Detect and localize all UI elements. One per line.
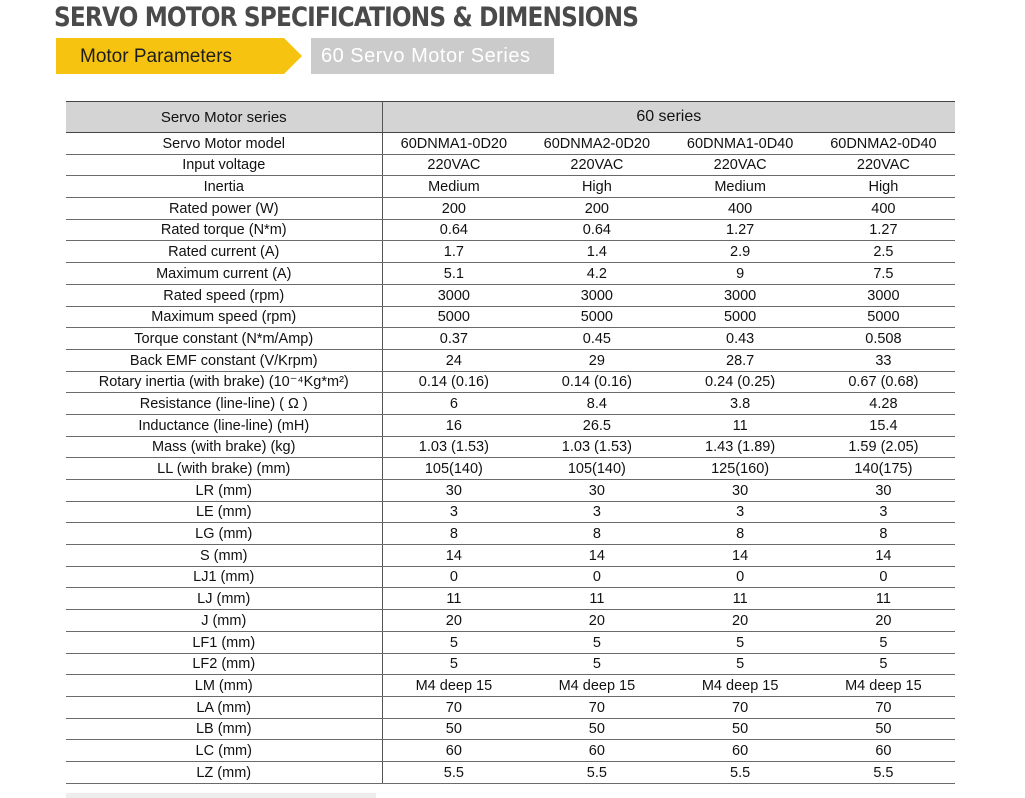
row-value: 50 — [525, 718, 668, 740]
table-row — [66, 198, 955, 220]
table-row — [66, 414, 955, 436]
row-value: 26.5 — [525, 414, 668, 436]
row-value: 0.37 — [382, 328, 525, 350]
row-value: 3 — [525, 501, 668, 523]
page-title: SERVO MOTOR SPECIFICATIONS & DIMENSIONS — [54, 2, 639, 33]
row-value: 70 — [669, 696, 812, 718]
row-value: 30 — [382, 480, 525, 502]
row-value: 16 — [382, 414, 525, 436]
row-value: 0.45 — [525, 328, 668, 350]
table-row — [66, 458, 955, 480]
row-value: 5 — [382, 631, 525, 653]
row-value: 28.7 — [669, 349, 812, 371]
table-row — [66, 631, 955, 653]
row-label: Back EMF constant (V/Krpm) — [66, 349, 382, 371]
row-value: 7.5 — [812, 263, 955, 285]
row-value: 0.43 — [669, 328, 812, 350]
row-value: 5.5 — [525, 761, 668, 783]
row-value: 5 — [669, 631, 812, 653]
row-value: 105(140) — [525, 458, 668, 480]
row-value: 70 — [525, 696, 668, 718]
table-row — [66, 371, 955, 393]
row-value: 33 — [812, 349, 955, 371]
table-row — [66, 761, 955, 783]
banner-label-series: 60 Servo Motor Series — [321, 45, 531, 67]
table-row — [66, 349, 955, 371]
row-value: 5000 — [669, 306, 812, 328]
row-value: 0 — [669, 566, 812, 588]
row-label: LJ (mm) — [66, 588, 382, 610]
row-label: Input voltage — [66, 154, 382, 176]
table-row — [66, 480, 955, 502]
row-value: 4.2 — [525, 263, 668, 285]
row-value: 1.27 — [669, 219, 812, 241]
table-row — [66, 523, 955, 545]
row-label: Rated power (W) — [66, 198, 382, 220]
table-row — [66, 566, 955, 588]
row-label: LM (mm) — [66, 675, 382, 697]
table-header-row — [66, 102, 955, 133]
row-label: LR (mm) — [66, 480, 382, 502]
row-value: 50 — [812, 718, 955, 740]
row-label: Rotary inertia (with brake) (10⁻⁴Kg*m²) — [66, 371, 382, 393]
row-value: 8 — [812, 523, 955, 545]
row-value: 5.5 — [812, 761, 955, 783]
row-value: 0 — [812, 566, 955, 588]
row-label: LC (mm) — [66, 740, 382, 762]
row-value: 1.03 (1.53) — [525, 436, 668, 458]
row-value: 14 — [382, 545, 525, 567]
row-value: 125(160) — [669, 458, 812, 480]
row-label: LB (mm) — [66, 718, 382, 740]
row-value: 5.1 — [382, 263, 525, 285]
row-value: 9 — [669, 263, 812, 285]
row-label: Maximum speed (rpm) — [66, 306, 382, 328]
table-row — [66, 219, 955, 241]
row-value: 30 — [525, 480, 668, 502]
row-value: 60 — [525, 740, 668, 762]
row-value: 50 — [382, 718, 525, 740]
row-value: 70 — [382, 696, 525, 718]
row-label: LE (mm) — [66, 501, 382, 523]
row-label: LZ (mm) — [66, 761, 382, 783]
table-row — [66, 284, 955, 306]
row-value: 60DNMA2-0D20 — [525, 133, 668, 155]
header-series-label: Servo Motor series — [66, 102, 382, 133]
row-value: 220VAC — [382, 154, 525, 176]
row-value: 29 — [525, 349, 668, 371]
row-value: 5 — [525, 653, 668, 675]
row-value: 60DNMA2-0D40 — [812, 133, 955, 155]
row-label: Servo Motor model — [66, 133, 382, 155]
table-row — [66, 545, 955, 567]
row-value: 11 — [812, 588, 955, 610]
row-value: 8 — [382, 523, 525, 545]
row-value: 14 — [669, 545, 812, 567]
spec-table-body — [66, 133, 955, 784]
table-row — [66, 718, 955, 740]
table-row — [66, 653, 955, 675]
row-label: Torque constant (N*m/Amp) — [66, 328, 382, 350]
row-value: 0.64 — [525, 219, 668, 241]
row-value: 1.27 — [812, 219, 955, 241]
row-value: 20 — [812, 610, 955, 632]
row-value: 14 — [812, 545, 955, 567]
row-value: 220VAC — [812, 154, 955, 176]
row-value: 1.03 (1.53) — [382, 436, 525, 458]
row-value: 5000 — [382, 306, 525, 328]
row-label: Rated speed (rpm) — [66, 284, 382, 306]
row-value: M4 deep 15 — [812, 675, 955, 697]
row-label: LG (mm) — [66, 523, 382, 545]
row-value: 3000 — [382, 284, 525, 306]
row-value: 1.59 (2.05) — [812, 436, 955, 458]
row-value: 3.8 — [669, 393, 812, 415]
table-row — [66, 696, 955, 718]
table-row — [66, 176, 955, 198]
row-value: 1.4 — [525, 241, 668, 263]
footer-divider — [66, 793, 376, 798]
row-value: 140(175) — [812, 458, 955, 480]
row-label: Rated torque (N*m) — [66, 219, 382, 241]
row-value: M4 deep 15 — [525, 675, 668, 697]
table-row — [66, 241, 955, 263]
row-value: 220VAC — [525, 154, 668, 176]
row-value: 0 — [525, 566, 668, 588]
row-value: 0.67 (0.68) — [812, 371, 955, 393]
row-value: 3000 — [812, 284, 955, 306]
row-value: 70 — [812, 696, 955, 718]
row-label: LF1 (mm) — [66, 631, 382, 653]
row-value: 0 — [382, 566, 525, 588]
row-value: 3 — [812, 501, 955, 523]
row-value: 200 — [525, 198, 668, 220]
row-value: 5.5 — [382, 761, 525, 783]
table-row — [66, 675, 955, 697]
row-value: 0.14 (0.16) — [525, 371, 668, 393]
row-value: 3000 — [525, 284, 668, 306]
table-row — [66, 133, 955, 155]
row-value: 200 — [382, 198, 525, 220]
table-row — [66, 436, 955, 458]
row-value: 20 — [382, 610, 525, 632]
row-value: 8 — [525, 523, 668, 545]
row-label: Rated current (A) — [66, 241, 382, 263]
row-value: 60 — [382, 740, 525, 762]
row-value: High — [812, 176, 955, 198]
row-value: 11 — [669, 414, 812, 436]
row-value: 5 — [812, 631, 955, 653]
row-label: S (mm) — [66, 545, 382, 567]
row-value: 6 — [382, 393, 525, 415]
row-value: 30 — [812, 480, 955, 502]
row-value: 8.4 — [525, 393, 668, 415]
header-series-name: 60 series — [382, 102, 955, 133]
row-value: 20 — [669, 610, 812, 632]
row-value: 105(140) — [382, 458, 525, 480]
row-value: Medium — [382, 176, 525, 198]
row-value: 1.7 — [382, 241, 525, 263]
row-value: M4 deep 15 — [382, 675, 525, 697]
row-value: 24 — [382, 349, 525, 371]
row-value: 60DNMA1-0D20 — [382, 133, 525, 155]
row-value: 11 — [669, 588, 812, 610]
row-label: LA (mm) — [66, 696, 382, 718]
row-label: Resistance (line-line) ( Ω ) — [66, 393, 382, 415]
row-value: 2.5 — [812, 241, 955, 263]
table-row — [66, 588, 955, 610]
row-value: M4 deep 15 — [669, 675, 812, 697]
row-label: LJ1 (mm) — [66, 566, 382, 588]
row-value: 1.43 (1.89) — [669, 436, 812, 458]
table-row — [66, 740, 955, 762]
row-label: LL (with brake) (mm) — [66, 458, 382, 480]
table-row — [66, 610, 955, 632]
row-value: 15.4 — [812, 414, 955, 436]
row-value: 3 — [382, 501, 525, 523]
spec-table — [66, 101, 955, 784]
table-row — [66, 501, 955, 523]
row-value: Medium — [669, 176, 812, 198]
table-row — [66, 306, 955, 328]
table-row — [66, 154, 955, 176]
row-value: 0.64 — [382, 219, 525, 241]
row-value: 5.5 — [669, 761, 812, 783]
row-value: 5 — [812, 653, 955, 675]
row-label: LF2 (mm) — [66, 653, 382, 675]
row-value: 5 — [525, 631, 668, 653]
table-row — [66, 263, 955, 285]
row-value: 30 — [669, 480, 812, 502]
row-value: 220VAC — [669, 154, 812, 176]
table-row — [66, 393, 955, 415]
row-label: Inertia — [66, 176, 382, 198]
row-value: 0.508 — [812, 328, 955, 350]
row-value: 11 — [382, 588, 525, 610]
row-value: High — [525, 176, 668, 198]
row-value: 8 — [669, 523, 812, 545]
row-value: 0.14 (0.16) — [382, 371, 525, 393]
row-value: 400 — [812, 198, 955, 220]
row-value: 20 — [525, 610, 668, 632]
row-value: 4.28 — [812, 393, 955, 415]
row-value: 11 — [525, 588, 668, 610]
row-value: 400 — [669, 198, 812, 220]
row-value: 3 — [669, 501, 812, 523]
banner-label-motor-parameters: Motor Parameters — [80, 46, 233, 67]
row-value: 3000 — [669, 284, 812, 306]
row-value: 60DNMA1-0D40 — [669, 133, 812, 155]
row-value: 0.24 (0.25) — [669, 371, 812, 393]
row-value: 5000 — [525, 306, 668, 328]
table-row — [66, 328, 955, 350]
row-value: 2.9 — [669, 241, 812, 263]
row-label: Inductance (line-line) (mH) — [66, 414, 382, 436]
row-value: 5 — [382, 653, 525, 675]
row-label: J (mm) — [66, 610, 382, 632]
row-value: 60 — [812, 740, 955, 762]
row-value: 50 — [669, 718, 812, 740]
row-label: Maximum current (A) — [66, 263, 382, 285]
row-label: Mass (with brake) (kg) — [66, 436, 382, 458]
row-value: 60 — [669, 740, 812, 762]
row-value: 14 — [525, 545, 668, 567]
row-value: 5000 — [812, 306, 955, 328]
row-value: 5 — [669, 653, 812, 675]
section-banner — [56, 38, 556, 74]
